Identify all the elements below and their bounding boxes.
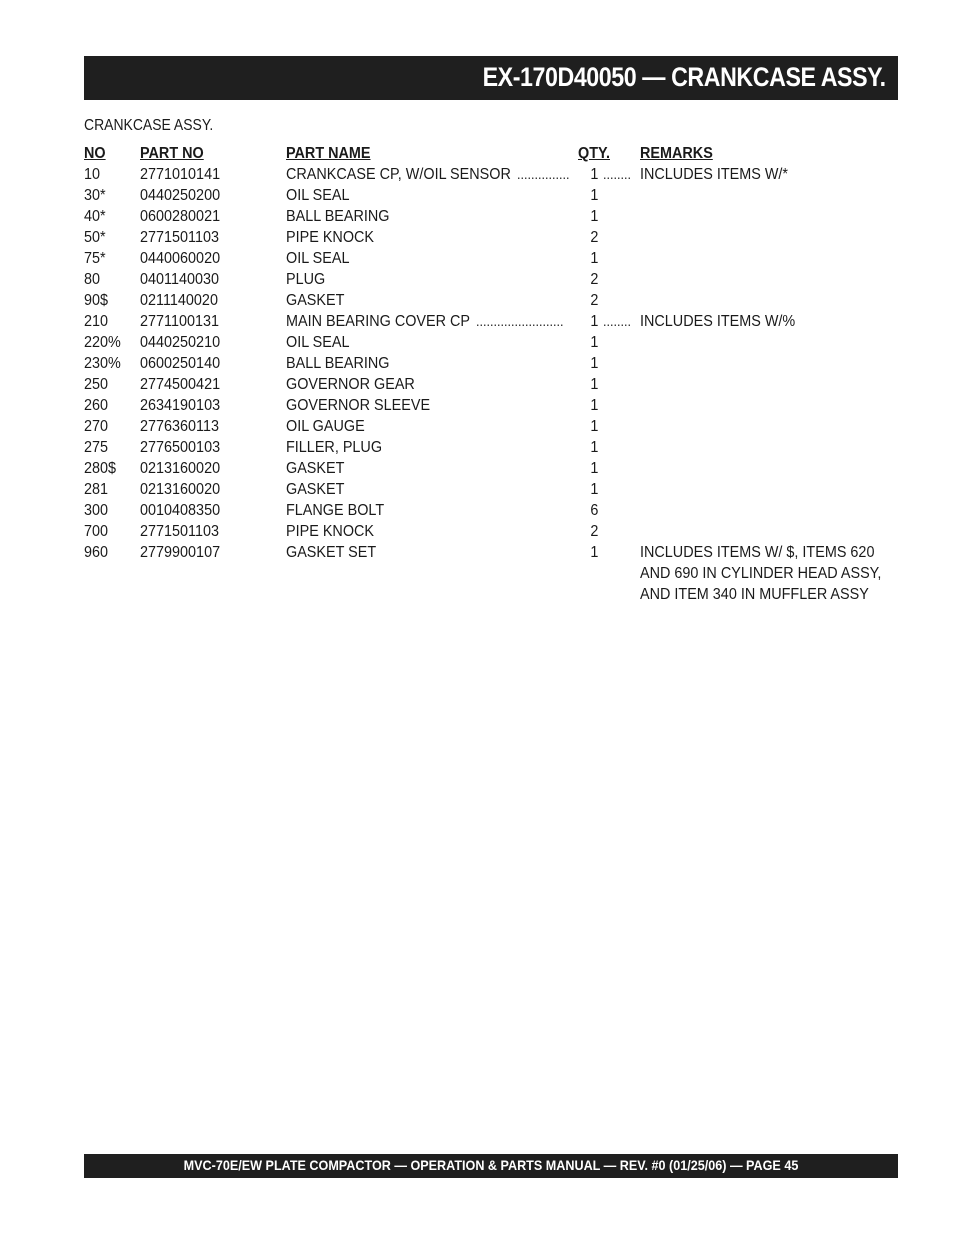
part-number: 2634190103 [140,397,221,414]
part-number-ref: 30* [84,187,106,204]
table-row [84,458,898,479]
remarks-continued-line [84,584,898,605]
part-name: FLANGE BOLT [286,502,385,519]
part-number-ref: 210 [84,313,109,330]
quantity: 1 [590,376,599,393]
part-number-ref: 250 [84,376,109,393]
part-name: PIPE KNOCK [286,523,375,540]
table-row [84,269,898,290]
part-number-ref: 260 [84,397,109,414]
remarks-continued-line [84,563,898,584]
header-no: NO [84,145,106,162]
quantity: 1 [590,250,599,267]
table-row [84,521,898,542]
quantity: 2 [590,292,599,309]
part-number-ref: 270 [84,418,109,435]
part-number-ref: 700 [84,523,109,540]
table-row [84,248,898,269]
part-number-ref: 40* [84,208,106,225]
part-number: 2776360113 [140,418,220,435]
part-number-ref: 960 [84,544,109,561]
part-name: BALL BEARING [286,208,390,225]
quantity: 6 [590,502,599,519]
quantity: 2 [590,523,599,540]
part-number: 2771501103 [140,229,220,246]
part-number-ref: 80 [84,271,101,288]
part-number-ref: 220% [84,334,121,351]
table-row [84,353,898,374]
table-row [84,311,898,332]
table-row [84,206,898,227]
quantity: 2 [590,229,599,246]
quantity: 1 [590,334,599,351]
part-name: OIL SEAL [286,250,350,267]
quantity: 1 [590,439,599,456]
part-name: MAIN BEARING COVER CP [286,313,471,330]
part-number: 2776500103 [140,439,221,456]
table-row [84,164,898,185]
section-subtitle: CRANKCASE ASSY. [84,117,214,134]
table-row [84,332,898,353]
part-number: 0440060020 [140,250,221,267]
part-name: OIL SEAL [286,334,350,351]
table-row [84,374,898,395]
part-number: 0213160020 [140,481,221,498]
part-number: 0600280021 [140,208,221,225]
quantity: 1 [590,481,599,498]
quantity: 1 [590,397,599,414]
part-name: GASKET [286,292,345,309]
part-number: 0401140030 [140,271,220,288]
quantity: 1 [590,460,599,477]
table-row [84,227,898,248]
dot-leader: ........ [603,166,632,182]
part-number: 0440250200 [140,187,221,204]
part-number: 2779900107 [140,544,221,561]
part-number: 0211140020 [140,292,218,309]
quantity: 1 [590,544,599,561]
quantity: 1 [590,355,599,372]
header-part-name: PART NAME [286,145,371,162]
page-title: EX-170D40050 — CRANKCASE ASSY. [482,62,886,92]
quantity: 1 [590,313,599,330]
table-row [84,416,898,437]
footer-text: MVC-70E/EW PLATE COMPACTOR — OPERATION & PARTS MANUAL — REV. #0 (01/25/06) — PAGE 45 [183,1157,799,1173]
part-number-ref: 90$ [84,292,109,309]
table-row [84,395,898,416]
part-number-ref: 230% [84,355,121,372]
remarks-continued-text: AND 690 IN CYLINDER HEAD ASSY, [640,565,882,582]
part-name: BALL BEARING [286,355,390,372]
part-number: 2771501103 [140,523,220,540]
part-number: 0213160020 [140,460,221,477]
part-name: FILLER, PLUG [286,439,383,456]
part-number-ref: 275 [84,439,109,456]
part-name: GASKET SET [286,544,377,561]
dot-leader: ........ [603,313,632,329]
part-number: 0010408350 [140,502,221,519]
parts-table [84,143,898,605]
remarks: INCLUDES ITEMS W/% [640,313,796,330]
quantity: 1 [590,208,599,225]
part-number-ref: 50* [84,229,106,246]
table-row [84,542,898,563]
part-name: PIPE KNOCK [286,229,375,246]
table-header-row [84,143,898,164]
part-name: GOVERNOR SLEEVE [286,397,431,414]
table-row [84,185,898,206]
header-remarks: REMARKS [640,145,713,162]
table-row [84,437,898,458]
part-number-ref: 281 [84,481,109,498]
title-bar [84,56,898,100]
header-qty: QTY. [578,145,611,162]
dot-leader: ......................... [476,313,564,329]
quantity: 1 [590,166,599,183]
remarks: INCLUDES ITEMS W/ $, ITEMS 620 [640,544,875,561]
part-name: OIL GAUGE [286,418,365,435]
remarks-continued-text: AND ITEM 340 IN MUFFLER ASSY [640,586,869,603]
part-number-ref: 75* [84,250,106,267]
header-part-no: PART NO [140,145,204,162]
part-number: 2771100131 [140,313,220,330]
part-name: GASKET [286,481,345,498]
part-number: 0600250140 [140,355,221,372]
remarks: INCLUDES ITEMS W/* [640,166,789,183]
footer-bar [84,1154,898,1178]
quantity: 1 [590,187,599,204]
part-name: GASKET [286,460,345,477]
part-name: GOVERNOR GEAR [286,376,415,393]
part-name: OIL SEAL [286,187,350,204]
part-number: 0440250210 [140,334,221,351]
part-number-ref: 300 [84,502,109,519]
part-name: CRANKCASE CP, W/OIL SENSOR [286,166,511,183]
part-number: 2771010141 [140,166,221,183]
part-name: PLUG [286,271,326,288]
table-row [84,500,898,521]
quantity: 2 [590,271,599,288]
table-row [84,479,898,500]
quantity: 1 [590,418,599,435]
table-row [84,290,898,311]
part-number: 2774500421 [140,376,221,393]
dot-leader: ............... [516,166,570,182]
table-body [84,164,898,563]
part-number-ref: 280$ [84,460,117,477]
part-number-ref: 10 [84,166,101,183]
